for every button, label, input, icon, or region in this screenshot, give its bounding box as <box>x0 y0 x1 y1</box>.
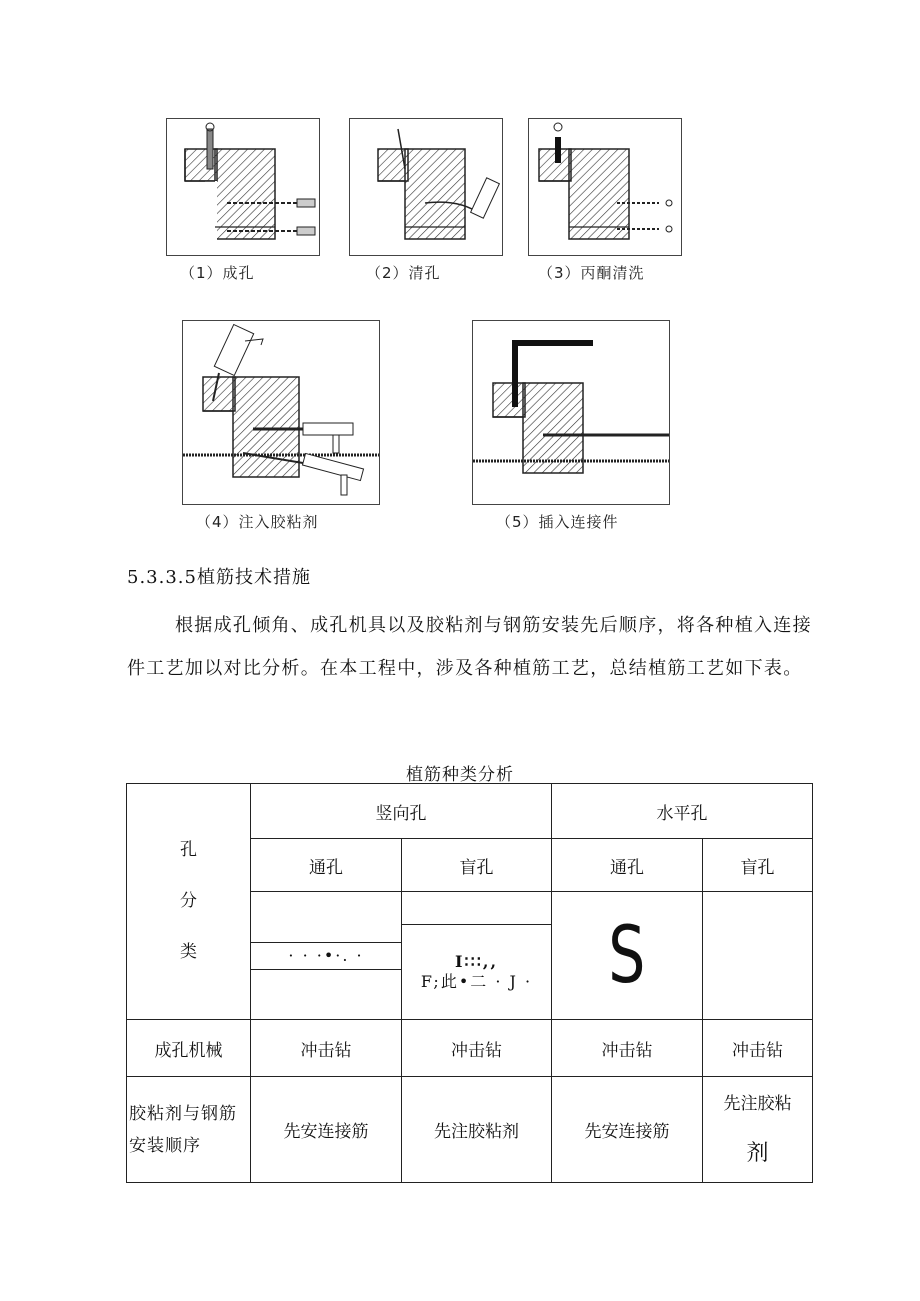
image-cell-vertical-through <box>251 892 402 1020</box>
row-header-char: 孔 <box>180 840 197 860</box>
figure-caption: （3）丙酮清洗 <box>538 264 645 282</box>
figure-caption: （2）清孔 <box>366 264 441 282</box>
figure-caption: （5）插入连接件 <box>496 513 619 531</box>
sub-blind-hole: 盲孔 <box>402 839 552 892</box>
row-label-order <box>127 1077 251 1183</box>
figure-insert-connector <box>472 320 670 505</box>
figure-caption: （4）注入胶粘剂 <box>196 513 319 531</box>
rebar-type-table <box>126 783 813 1183</box>
machine-cell: 冲击钻 <box>552 1020 703 1077</box>
sub-blind-hole: 盲孔 <box>703 839 813 892</box>
row-header-class <box>127 784 251 1020</box>
image-noise: S <box>608 910 646 1001</box>
row-label-machine: 成孔机械 <box>127 1020 251 1077</box>
row-label-order-text: 胶粘剂与钢筋安装顺序 <box>129 1103 237 1156</box>
machine-cell: 冲击钻 <box>703 1020 813 1077</box>
figure-drilling <box>166 118 320 256</box>
image-noise: · · ·•·. · <box>251 943 401 970</box>
image-noise: F;此•二 · J · <box>420 972 533 991</box>
row-header-char: 分 <box>180 891 197 911</box>
section-heading: 5.3.3.5植筋技术措施 <box>127 567 311 588</box>
group-horizontal-holes: 水平孔 <box>552 784 813 839</box>
figure-cleaning <box>349 118 503 256</box>
section-paragraph <box>127 604 817 690</box>
image-cell-horizontal-through <box>552 892 703 1020</box>
order-cell-tail: 剂 <box>746 1141 769 1166</box>
image-cell-blank <box>251 970 401 1020</box>
machine-cell: 冲击钻 <box>251 1020 402 1077</box>
sub-through-hole: 通孔 <box>251 839 402 892</box>
image-cell-blank <box>251 892 401 943</box>
image-cell-horizontal-blind <box>703 892 813 1020</box>
image-noise: I∶∶∶,, <box>454 952 499 971</box>
order-cell: 先安连接筋 <box>251 1077 402 1183</box>
image-cell-blank <box>402 892 551 925</box>
figure-acetone-wash <box>528 118 682 256</box>
order-cell: 先注胶粘剂 <box>402 1077 552 1183</box>
table-caption: 植筋种类分析 <box>406 765 514 785</box>
sub-through-hole: 通孔 <box>552 839 703 892</box>
group-vertical-holes: 竖向孔 <box>251 784 552 839</box>
machine-cell: 冲击钻 <box>402 1020 552 1077</box>
figure-inject-adhesive <box>182 320 380 505</box>
figure-caption: （1）成孔 <box>180 264 255 282</box>
image-cell-vertical-blind <box>402 892 552 1020</box>
row-header-char: 类 <box>180 942 197 962</box>
order-cell-text: 先注胶粘 <box>723 1094 792 1114</box>
paragraph-text: 根据成孔倾角、成孔机具以及胶粘剂与钢筋安装先后顺序，将各种植入连接件工艺加以对比分析。在本工程中，涉及各种植筋工艺，总结植筋工艺如下表。 <box>127 615 812 679</box>
order-cell: 先安连接筋 <box>552 1077 703 1183</box>
order-cell-last <box>703 1077 813 1183</box>
image-noise-block <box>402 925 551 1019</box>
